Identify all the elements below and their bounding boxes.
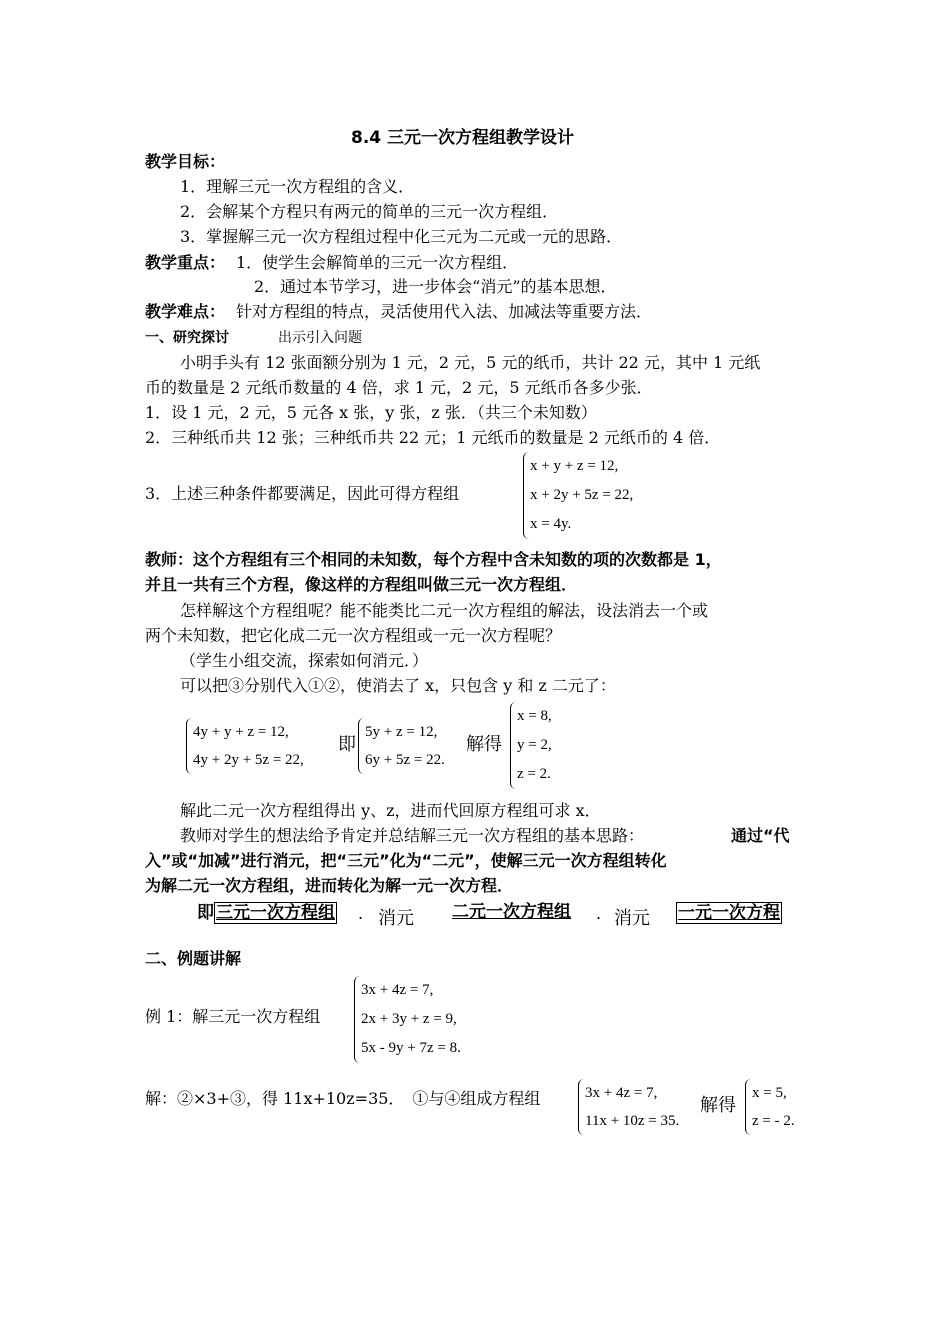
- equation-system-4: [354, 976, 461, 1063]
- equation: x = 4y.: [530, 516, 572, 532]
- section1-heading: 一、研究探讨: [145, 330, 229, 346]
- equation: 5y + z = 12,: [365, 724, 438, 740]
- ji-label: 即: [338, 734, 356, 755]
- equation: 4y + 2y + 5z = 22,: [193, 752, 304, 768]
- flow-arrow-label: 消元: [614, 908, 650, 929]
- equation: 3x + 4z = 7,: [585, 1085, 658, 1101]
- equation: 5x - 9y + 7z = 8.: [361, 1040, 461, 1056]
- equation: x = 5,: [752, 1085, 787, 1101]
- jiede-label: 解得: [466, 734, 502, 755]
- solution-system-1: [510, 702, 552, 789]
- difficulty-heading: 教学难点：: [145, 302, 226, 321]
- flow-box-ternary: 三元一次方程组: [216, 903, 335, 923]
- jiede-label: 解得: [700, 1095, 736, 1116]
- flow-ji: 即: [197, 903, 214, 923]
- flow-dot: .: [596, 904, 602, 923]
- substitute-text: 可以把③分别代入①②，使消去了 x，只包含 y 和 z 二元了：: [180, 676, 616, 695]
- solution-text: 解：②×3+③，得 11x+10z=35． ①与④组成方程组: [145, 1089, 541, 1108]
- equation-system-2: [186, 718, 304, 774]
- section2-heading: 二、例题讲解: [145, 949, 242, 968]
- solve-text: 解此二元一次方程组得出 y、z，进而代回原方程组可求 x．: [180, 801, 601, 820]
- equation: z = 2.: [517, 766, 551, 782]
- key-heading: 教学重点：: [145, 253, 226, 272]
- step-text: 3．上述三种条件都要满足，因此可得方程组: [145, 484, 460, 503]
- equation-system-5: [578, 1079, 679, 1135]
- summary-text: 教师对学生的想法给予肯定并总结解三元一次方程组的基本思路：: [180, 826, 645, 845]
- problem-text: 币的数量是 2 元纸币数量的 4 倍，求 1 元，2 元，5 元纸币各多少张．: [145, 378, 653, 397]
- summary-text-bold: 通过“代: [731, 826, 790, 845]
- equation-system-3: [358, 718, 445, 774]
- step-text: 2．三种纸币共 12 张；三种纸币共 22 元；1 元纸币的数量是 2 元纸币的 4 倍．: [145, 428, 721, 447]
- teacher-definition: 并且一共有三个方程，像这样的方程组叫做三元一次方程组．: [145, 575, 578, 594]
- equation: 3x + 4z = 7,: [361, 982, 434, 998]
- problem-text: 小明手头有 12 张面额分别为 1 元，2 元，5 元的纸币，共计 22 元，其中 1 元纸: [180, 353, 761, 372]
- goal-item: 3．掌握解三元一次方程组过程中化三元为二元或一元的思路．: [180, 227, 623, 246]
- question-text: 怎样解这个方程组呢？能不能类比二元一次方程组的解法，设法消去一个或: [180, 601, 709, 620]
- key-point: 2．通过本节学习，进一步体会“消元”的基本思想．: [254, 277, 617, 296]
- goal-item: 1．理解三元一次方程组的含义．: [180, 177, 415, 196]
- step-text: 1．设 1 元，2 元，5 元各 x 张，y 张，z 张．（共三个未知数）: [145, 403, 597, 422]
- flow-arrow-label: 消元: [378, 908, 414, 929]
- equation: y = 2,: [517, 737, 552, 753]
- discussion-text: （学生小组交流，探索如何消元．）: [180, 651, 429, 670]
- equation: 2x + 3y + z = 9,: [361, 1011, 457, 1027]
- equation: x = 8,: [517, 708, 552, 724]
- equation: z = - 2.: [752, 1113, 795, 1129]
- goal-item: 2．会解某个方程只有两元的简单的三元一次方程组．: [180, 202, 559, 221]
- flow-box-binary: 二元一次方程组: [452, 902, 571, 922]
- difficulty-text: 针对方程组的特点，灵活使用代入法、加减法等重要方法．: [236, 302, 653, 321]
- goals-heading: 教学目标：: [145, 152, 226, 171]
- equation: x + y + z = 12,: [530, 458, 619, 474]
- equation: x + 2y + 5z = 22,: [530, 487, 634, 503]
- flow-dot: .: [358, 904, 364, 923]
- key-point: 1．使学生会解简单的三元一次方程组．: [236, 253, 519, 272]
- flow-box-unary: 一元一次方程: [678, 903, 780, 923]
- example1-label: 例 1：解三元一次方程组: [145, 1007, 321, 1026]
- page-title: 8.4 三元一次方程组教学设计: [351, 128, 575, 148]
- section1-sub: 出示引入问题: [278, 330, 362, 346]
- equation: 11x + 10z = 35.: [585, 1113, 680, 1129]
- question-text: 两个未知数，把它化成二元一次方程组或一元一次方程呢？: [145, 626, 562, 645]
- summary-text-bold: 为解二元一次方程组，进而转化为解一元一次方程．: [145, 876, 514, 895]
- equation: 4y + y + z = 12,: [193, 724, 289, 740]
- summary-text-bold: 入”或“加减”进行消元，把“三元”化为“二元”，使解三元一次方程组转化: [145, 851, 667, 870]
- solution-system-2: [745, 1079, 795, 1135]
- equation: 6y + 5z = 22.: [365, 752, 445, 768]
- equation-system-1: [523, 452, 633, 539]
- teacher-definition: 教师：这个方程组有三个相同的未知数，每个方程中含未知数的项的次数都是 1，: [145, 550, 722, 569]
